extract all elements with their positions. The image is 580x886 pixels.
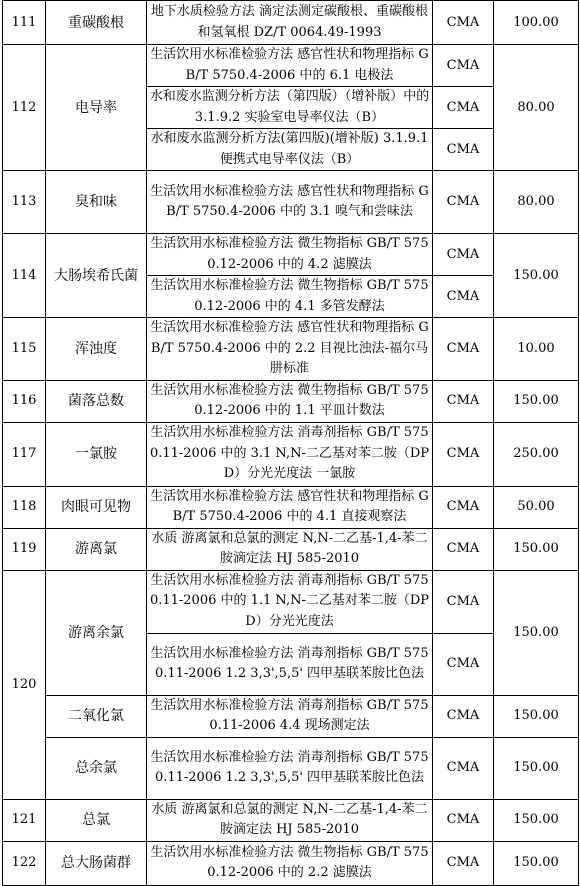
table-body <box>3 1 579 886</box>
price-list-table <box>2 0 579 886</box>
test-method: 生活饮用水标准检验方法 感官性状和物理指标 GB/T 5750.4-2006 中的 2.2 目视比浊法-福尔马肼标准 <box>147 318 433 381</box>
test-method: 生活饮用水标准检验方法 消毒剂指标 GB/T 5750.11-2006 4.4 现场测定法 <box>147 695 433 737</box>
item-name: 肉眼可见物 <box>46 486 147 528</box>
item-price: 100.00 <box>494 1 579 45</box>
item-number: 113 <box>3 171 46 234</box>
item-name: 总氯 <box>46 799 147 841</box>
item-name: 游离余氯 <box>46 570 147 695</box>
item-price: 150.00 <box>494 737 579 799</box>
item-name: 臭和味 <box>46 171 147 234</box>
item-number: 118 <box>3 486 46 528</box>
item-name: 重碳酸根 <box>46 1 147 45</box>
item-price: 150.00 <box>494 380 579 422</box>
item-price: 150.00 <box>494 234 579 318</box>
item-name: 大肠埃希氏菌 <box>46 234 147 318</box>
test-method: 生活饮用水标准检验方法 微生物指标 GB/T 5750.12-2006 中的 1.1 平皿计数法 <box>147 380 433 422</box>
item-price: 80.00 <box>494 171 579 234</box>
cma-mark: CMA <box>433 528 494 570</box>
test-method: 生活饮用水标准检验方法 感官性状和物理指标 GB/T 5750.4-2006 中的 6.1 电极法 <box>147 45 433 87</box>
item-number: 114 <box>3 234 46 318</box>
item-number: 116 <box>3 380 46 422</box>
table-row <box>3 380 579 422</box>
cma-mark: CMA <box>433 422 494 486</box>
item-price: 250.00 <box>494 422 579 486</box>
item-price: 150.00 <box>494 841 579 885</box>
item-price: 50.00 <box>494 486 579 528</box>
item-number: 115 <box>3 318 46 381</box>
item-name: 游离氯 <box>46 528 147 570</box>
cma-mark: CMA <box>433 234 494 276</box>
table-row <box>3 737 579 799</box>
table-row <box>3 486 579 528</box>
item-name: 电导率 <box>46 45 147 171</box>
table-row <box>3 318 579 381</box>
test-method: 地下水质检验方法 滴定法测定碳酸根、重碳酸根和氢氧根 DZ/T 0064.49-1993 <box>147 1 433 45</box>
item-number: 119 <box>3 528 46 570</box>
table-row <box>3 695 579 737</box>
test-method: 水和废水监测分析方法（第四版）（增补版）中的 3.1.9.2 实验室电导率仪法（B） <box>147 87 433 129</box>
item-price: 150.00 <box>494 570 579 695</box>
table-row <box>3 171 579 234</box>
item-name: 菌落总数 <box>46 380 147 422</box>
test-method: 生活饮用水标准检验方法 感官性状和物理指标 GB/T 5750.4-2006 中的 3.1 嗅气和尝味法 <box>147 171 433 234</box>
cma-mark: CMA <box>433 87 494 129</box>
test-method: 水质 游离氯和总氯的测定 N,N-二乙基-1,4-苯二胺滴定法 HJ 585-2010 <box>147 528 433 570</box>
cma-mark: CMA <box>433 171 494 234</box>
cma-mark: CMA <box>433 1 494 45</box>
cma-mark: CMA <box>433 799 494 841</box>
cma-mark: CMA <box>433 841 494 885</box>
item-number: 117 <box>3 422 46 486</box>
table-row <box>3 1 579 45</box>
test-method: 生活饮用水标准检验方法 微生物指标 GB/T 5750.12-2006 中的 4.1 多管发酵法 <box>147 276 433 318</box>
cma-mark: CMA <box>433 486 494 528</box>
cma-mark: CMA <box>433 570 494 633</box>
item-price: 80.00 <box>494 45 579 171</box>
test-method: 生活饮用水标准检验方法 消毒剂指标 GB/T 5750.11-2006 中的 3.1 N,N-二乙基对苯二胺（DPD）分光光度法 一氯胺 <box>147 422 433 486</box>
test-method: 生活饮用水标准检验方法 感官性状和物理指标 GB/T 5750.4-2006 中的 4.1 直接观察法 <box>147 486 433 528</box>
cma-mark: CMA <box>433 380 494 422</box>
test-method: 水和废水监测分析方法(第四版)(增补版) 3.1.9.1 便携式电导率仪法（B） <box>147 129 433 171</box>
table-row <box>3 528 579 570</box>
item-number: 120 <box>3 570 46 799</box>
item-number: 121 <box>3 799 46 841</box>
item-price: 150.00 <box>494 799 579 841</box>
cma-mark: CMA <box>433 45 494 87</box>
cma-mark: CMA <box>433 737 494 799</box>
test-method: 生活饮用水标准检验方法 消毒剂指标 GB/T 5750.11-2006 1.2 3,3',5,5' 四甲基联苯胺比色法 <box>147 633 433 695</box>
item-number: 122 <box>3 841 46 885</box>
table-row <box>3 841 579 885</box>
item-price: 10.00 <box>494 318 579 381</box>
table-row <box>3 234 579 276</box>
item-name: 一氯胺 <box>46 422 147 486</box>
item-number: 112 <box>3 45 46 171</box>
test-method: 生活饮用水标准检验方法 消毒剂指标 GB/T 5750.11-2006 中的 1.1 N,N-二乙基对苯二胺（DPD）分光光度法 <box>147 570 433 633</box>
item-price: 150.00 <box>494 695 579 737</box>
cma-mark: CMA <box>433 318 494 381</box>
table-row <box>3 570 579 633</box>
cma-mark: CMA <box>433 633 494 695</box>
table-row <box>3 799 579 841</box>
item-name: 二氧化氯 <box>46 695 147 737</box>
cma-mark: CMA <box>433 129 494 171</box>
test-method: 水质 游离氯和总氯的测定 N,N-二乙基-1,4-苯二胺滴定法 HJ 585-2010 <box>147 799 433 841</box>
cma-mark: CMA <box>433 276 494 318</box>
item-name: 总余氯 <box>46 737 147 799</box>
test-method: 生活饮用水标准检验方法 微生物指标 GB/T 5750.12-2006 中的 2.2 滤膜法 <box>147 841 433 885</box>
table-row <box>3 45 579 87</box>
item-price: 150.00 <box>494 528 579 570</box>
table-row <box>3 422 579 486</box>
test-method: 生活饮用水标准检验方法 微生物指标 GB/T 5750.12-2006 中的 4.2 滤膜法 <box>147 234 433 276</box>
cma-mark: CMA <box>433 695 494 737</box>
item-number: 111 <box>3 1 46 45</box>
item-name: 浑浊度 <box>46 318 147 381</box>
test-method: 生活饮用水标准检验方法 消毒剂指标 GB/T 5750.11-2006 1.2 3,3',5,5' 四甲基联苯胺比色法 <box>147 737 433 799</box>
item-name: 总大肠菌群 <box>46 841 147 885</box>
